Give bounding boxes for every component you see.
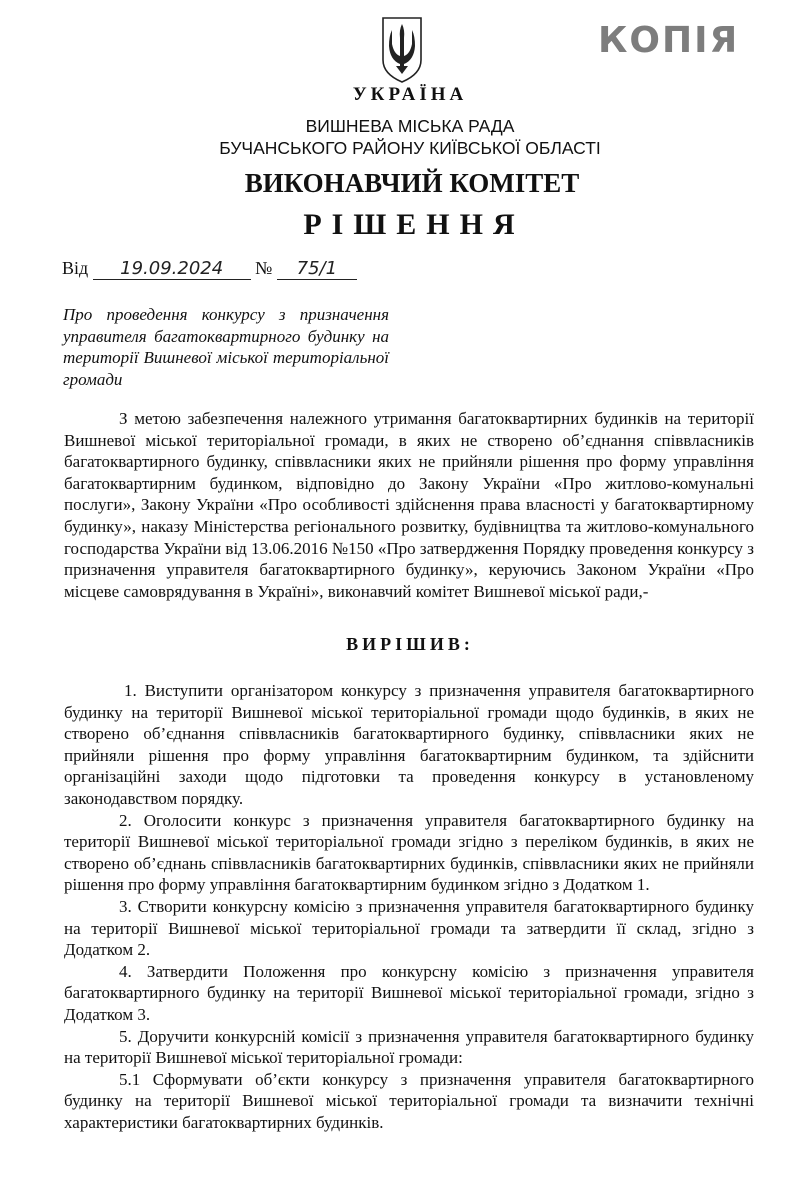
number-prefix: № [255, 258, 273, 278]
preamble-text: З метою забезпечення належного утримання багатоквартирних будинків на території Вишневої міської територіальної громади, в яких не створено об’єднання співвласників багатоквартирного будинку, співвласники яких не прийняли рішення про форму управління багатоквартирним будинком, відповідно до Закону України «Про житлово-комунальні послуги», Закону України «Про особливості здійснення права власності у багатоквартирному будинку», наказу Міністерства регіонального розвитку, будівництва та житлово-комунального господарства України від 13.06.2016 №150 «Про затвердження Порядку проведення конкурсу з призначення управителя багатоквартирного будинку», керуючись Законом України «Про місцеве самоврядування в Україні», виконавчий комітет Вишневої міської ради,- [64, 409, 754, 601]
country-title: УКРАЇНА [352, 84, 468, 105]
resolved-heading: ВИРІШИВ: [346, 634, 474, 654]
decision-item-4: 4. Затвердити Положення про конкурсну комісію з призначення управителя багатоквартирного будинку на території Вишневої міської територіальної громади, згідно з Додатком 3. [64, 961, 754, 1024]
trident-coat-of-arms-icon [380, 16, 424, 84]
decision-subject: Про проведення конкурсу з призначення управителя багатоквартирного будинку на території Вишневої міської територіальної громади [63, 305, 389, 389]
date-number-line [62, 258, 357, 280]
document-type-title: РІШЕННЯ [303, 208, 525, 241]
decision-item-2: 2. Оголосити конкурс з призначення управителя багатоквартирного будинку на території Вишневої міської територіальної громади згідно з переліком будинків, в яких не створено об’єднань співвласників багатоквартирних будинків, співвласники яких не прийняли рішення про форму управління багатоквартирним будинком згідно з Додатком 1. [64, 810, 754, 895]
date-prefix: Від [62, 258, 89, 278]
council-region: БУЧАНСЬКОГО РАЙОНУ КИЇВСЬКОЇ ОБЛАСТІ [219, 138, 601, 158]
decision-item-3: 3. Створити конкурсну комісію з призначення управителя багатоквартирного будинку на території Вишневої міської територіальної громади та затвердити її склад, згідно з Додатком 2. [64, 896, 754, 960]
decision-date: 19.09.2024 [93, 259, 251, 280]
decision-number: 75/1 [277, 259, 357, 280]
council-name: ВИШНЕВА МІСЬКА РАДА [305, 116, 515, 136]
decision-item-5: 5. Доручити конкурсній комісії з призначення управителя багатоквартирного будинку на території Вишневої міської територіальної громади: [64, 1026, 754, 1068]
decision-item-5-1: 5.1 Сформувати об’єкти конкурсу з призначення управителя багатоквартирного будинку на території Вишневої міської територіальної громади та визначити технічні характеристики багатоквартирних будинків. [64, 1069, 754, 1132]
copy-stamp: КОПІЯ [598, 20, 740, 61]
decision-item-1: 1. Виступити організатором конкурсу з призначення управителя багатоквартирного будинку на території Вишневої міської територіальної громади щодо будинків, в яких не створено об’єднання співвласників багатоквартирного будинку, співвласники яких не прийняли рішення про форму управління багатоквартирним будинком, та здійснити організаційні заходи щодо підготовки та проведення конкурсу в установленому законодавством порядку. [64, 681, 754, 808]
committee-title: ВИКОНАВЧИЙ КОМІТЕТ [244, 168, 580, 198]
preamble [64, 408, 754, 602]
decision-items [64, 680, 754, 1133]
